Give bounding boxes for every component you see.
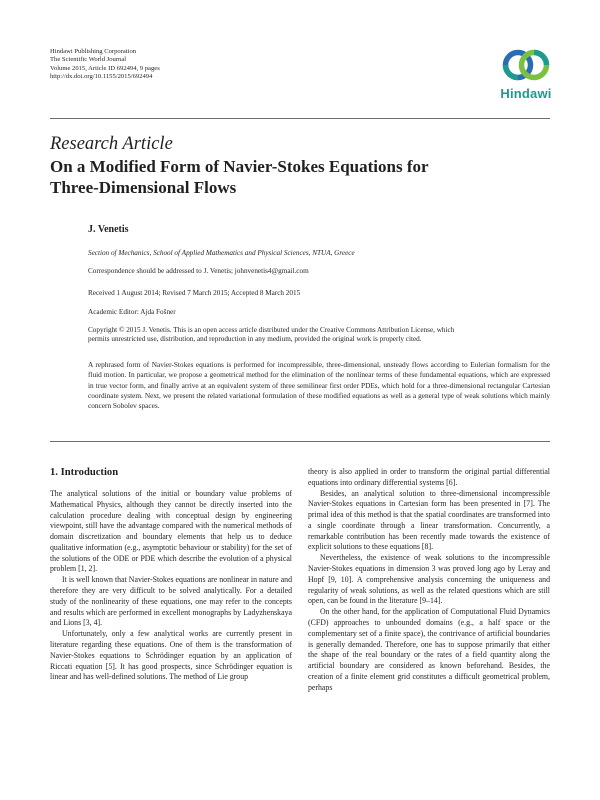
paragraph: Unfortunately, only a few analytical works are currently present in literature regarding these equations. One of them is the transformation of Navier-Stokes equations to Schrödinger equation by an application of Riccati equation [5]. It has good prospects, since Schrödinger equation is linear and has well-defined solutions. The method of Lie group xyxy=(50,629,292,682)
doi-link[interactable]: http://dx.doi.org/10.1155/2015/692494 xyxy=(50,73,153,81)
paragraph: The analytical solutions of the initial or boundary value problems of Mathematical Physics, although they cannot be directly inserted into the calculation procedure dealing with conceptual design by engineering viewpoint, still have the advantage compared with the numerical methods of domain discretization and boundary elements that help us to deduce qualitative information (e.g., asymptotic behaviour or stability) for the set of the solutions of the ODE or PDE which describe the evolution of a physical problem [1, 2]. xyxy=(50,489,292,574)
copyright-line-1: Copyright © 2015 J. Venetis. This is an open access article distributed under the Creative Commons Attribution License, which xyxy=(88,326,455,334)
paragraph: Besides, an analytical solution to three-dimensional incompressible Navier-Stokes equations in Cartesian form has been presented in [7]. The primal idea of this method is that the spatial coordinates are transformed into a single coordinate through a linear transformation. Concurrently, a remarkable contribution has been recently made towards the existence of explicit solutions to these equations [8]. xyxy=(308,488,550,552)
copyright xyxy=(88,326,550,345)
affiliation: Section of Mechanics, School of Applied Mathematics and Physical Sciences, NTUA, Greece xyxy=(88,249,355,257)
paragraph: theory is also applied in order to transform the original partial differential equations into ordinary differential systems [6]. xyxy=(308,467,550,487)
article-type: Research Article xyxy=(50,134,173,154)
paragraph: On the other hand, for the application of Computational Fluid Dynamics (CFD) approaches to unbounded domains (e.g., a half space or the complementary set of a finite space), the contrivance of artificial boundaries is generally demanded. Therefore, one has to suppose primarily that either the shape of the real boundary or the rates of a field quantity along the artificial boundary are considered as known beforehand. Besides, the creation of a finite element grid constitutes a difficult geometrical problem, perhaps xyxy=(308,607,550,692)
academic-editor: Academic Editor: Ajda Fošner xyxy=(88,308,176,316)
volume-info: Volume 2015, Article ID 692494, 9 pages xyxy=(50,64,160,72)
journal-name: The Scientific World Journal xyxy=(50,56,127,64)
paragraph: It is well known that Navier-Stokes equations are nonlinear in nature and therefore they are very difficult to be solved analytically. For a detailed study of the nonlinearity of these equations, one may refer to the concepts and results which are performed in excellent monographs by Ladyzhenskaya and Lions [3, 4]. xyxy=(50,575,292,628)
correspondence: Correspondence should be addressed to J. Venetis; johnvenetis4@gmail.com xyxy=(88,267,309,275)
left-column xyxy=(50,489,292,683)
paragraph: Nevertheless, the existence of weak solutions to the incompressible Navier-Stokes equations in dimension 3 was proved long ago by Leray and Hopf [9, 10]. A comprehensive analysis concerning the uniqueness and regularity of weak solutions, as well as the related questions which are still open, can be found in the literature [9–14]. xyxy=(308,553,550,606)
hindawi-logo xyxy=(496,44,556,106)
hindawi-logo-icon xyxy=(501,44,551,86)
abstract-divider xyxy=(50,441,550,442)
abstract: A rephrased form of Navier-Stokes equations is performed for incompressible, three-dimensional, unsteady flows according to Eulerian formalism for the fluid motion. In particular, we propose a geometrical method for the elimination of the nonlinear terms of these fundamental equations, which are expressed in true vector form, and finally arrive at an equivalent system of three semilinear first order PDEs, which hold for a three-dimensional rectangular Cartesian coordinate system. Next, we present the related variational formulation of these modified equations as well as a general type of weak solutions which mainly concern Sobolev spaces. xyxy=(88,360,550,411)
publisher: Hindawi Publishing Corporation xyxy=(50,48,137,55)
right-column xyxy=(308,467,550,693)
section-heading: 1. Introduction xyxy=(50,467,119,478)
copyright-line-2: permits unrestricted use, distribution, and reproduction in any medium, provided the original work is properly cited. xyxy=(88,335,422,344)
title-line-2: Three-Dimensional Flows xyxy=(50,178,237,197)
author: J. Venetis xyxy=(88,224,129,235)
title-line-1: On a Modified Form of Navier-Stokes Equations for xyxy=(50,157,429,176)
dates: Received 1 August 2014; Revised 7 March 2015; Accepted 8 March 2015 xyxy=(88,289,301,297)
page-title xyxy=(50,156,550,198)
logo-wordmark: Hindawi xyxy=(500,86,552,101)
journal-header xyxy=(50,48,160,82)
header-divider xyxy=(50,118,550,119)
